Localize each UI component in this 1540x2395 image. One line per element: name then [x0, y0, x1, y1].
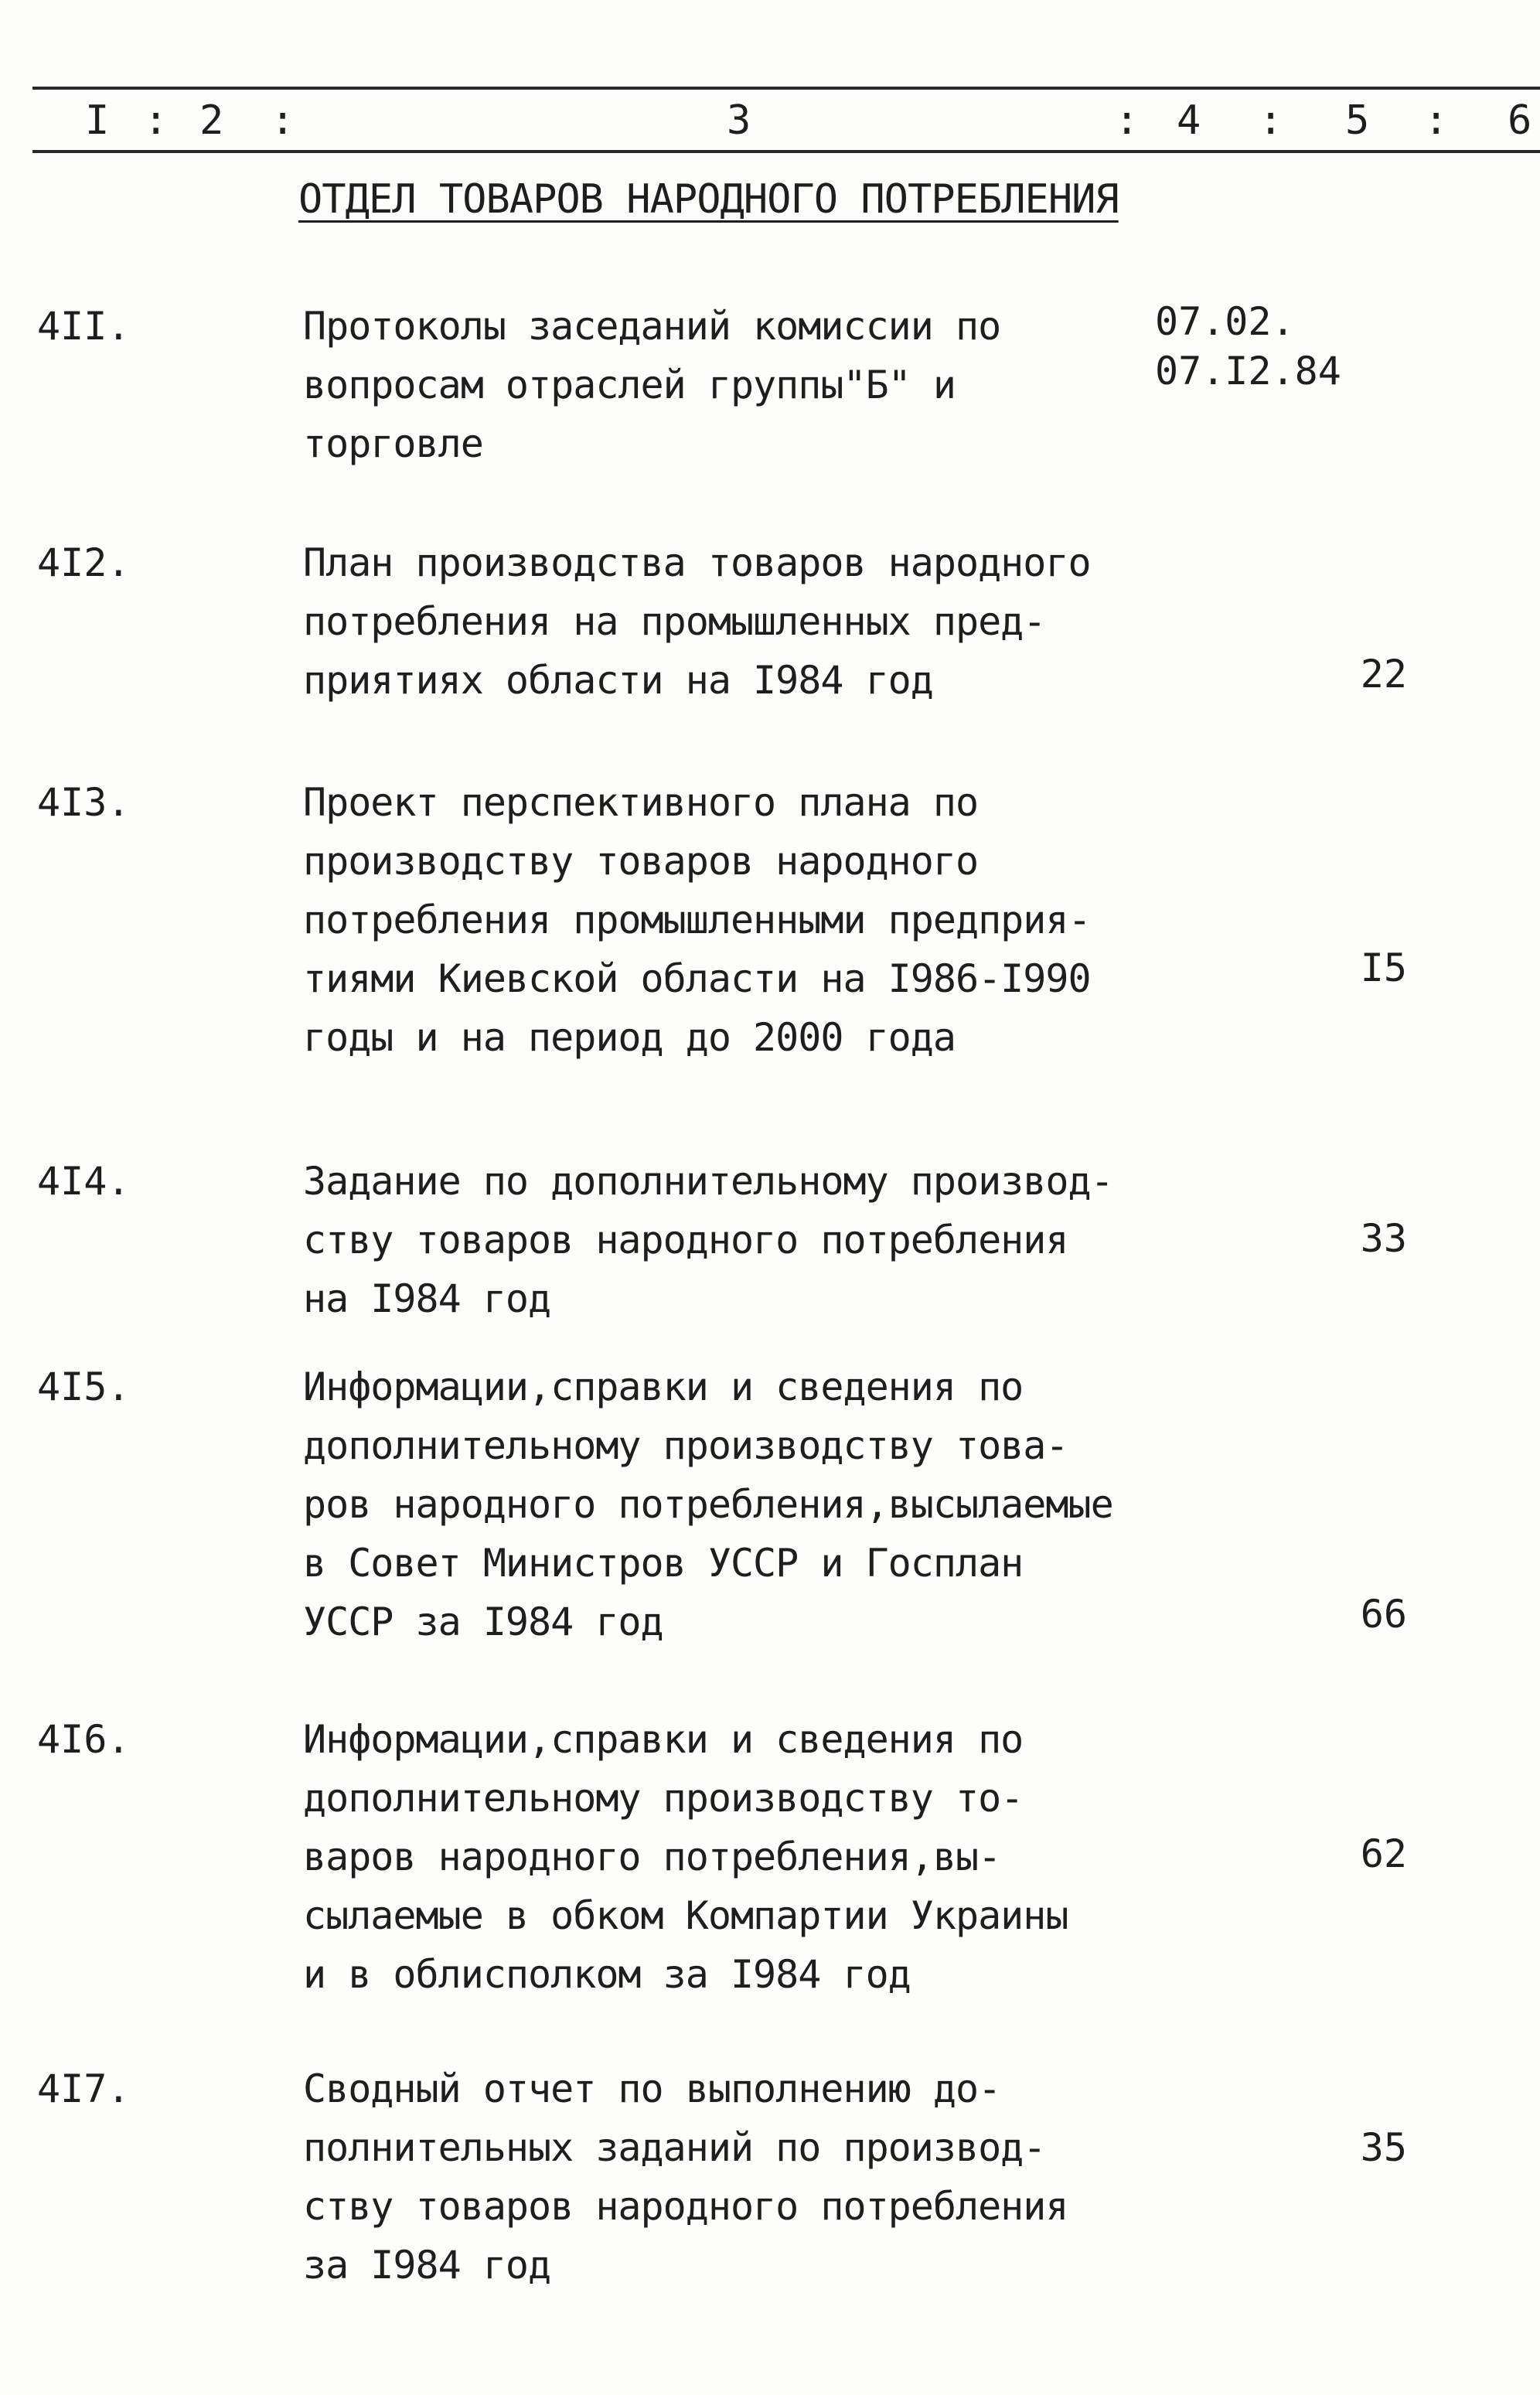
- entry-sheet-count: 62: [1360, 1831, 1407, 1876]
- column-separator: :: [1259, 97, 1283, 144]
- entry-sheet-count: 66: [1360, 1592, 1407, 1637]
- entry-sheet-count: I5: [1360, 945, 1407, 990]
- entry-title: План производства товаров народного потребления на промышленных пред- приятиях области на I984 год: [303, 540, 1091, 703]
- entry-title: Задание по дополнительному производ- ству товаров народного потребления на I984 год: [303, 1159, 1113, 1321]
- entry-title: Протоколы заседаний комиссии по вопросам отраслей группы"Б" и торговле: [303, 304, 1001, 466]
- column-header-4: 4: [1177, 97, 1201, 144]
- column-separator: :: [271, 97, 295, 144]
- entry-number: 4I2.: [37, 540, 131, 585]
- header-top-rule: [32, 87, 1540, 90]
- column-header-2: 2: [199, 97, 224, 144]
- entry-number: 4I7.: [37, 2066, 131, 2111]
- column-header-6: 6: [1508, 97, 1532, 144]
- column-separator: :: [1115, 97, 1140, 144]
- section-title: ОТДЕЛ ТОВАРОВ НАРОДНОГО ПОТРЕБЛЕНИЯ: [298, 176, 1119, 223]
- entry-number: 4I3.: [37, 780, 131, 825]
- column-separator: :: [1424, 97, 1449, 144]
- column-header-1: I: [85, 97, 110, 144]
- entry-sheet-count: 35: [1360, 2125, 1407, 2170]
- column-header-5: 5: [1345, 97, 1370, 144]
- entry-title: Информации,справки и сведения по дополнительному производству то- варов народного потребления,вы- сылаемые в обком Компартии Украины и в облисполком за I984 год: [303, 1717, 1068, 1997]
- entry-number: 4I6.: [37, 1717, 131, 1762]
- column-header-3: 3: [727, 97, 751, 144]
- entry-title: Сводный отчет по выполнению до- полнительных заданий по производ- ству товаров народного потребления за I984 год: [303, 2066, 1068, 2288]
- entry-sheet-count: 33: [1360, 1216, 1407, 1261]
- column-separator: :: [144, 97, 169, 144]
- entry-number: 4II.: [37, 304, 131, 349]
- entry-number: 4I4.: [37, 1159, 131, 1204]
- header-bottom-rule: [32, 150, 1540, 153]
- entry-dates: 07.02. 07.I2.84: [1155, 299, 1341, 393]
- entry-title: Информации,справки и сведения по дополнительному производству това- ров народного потребления,высылаемые в Совет Министров УССР и Госплан УССР за I984 год: [303, 1364, 1113, 1644]
- entry-title: Проект перспективного плана по производству товаров народного потребления промышленными предприя- тиями Киевской области на I986-I990 годы и на период до 2000 года: [303, 780, 1091, 1060]
- entry-sheet-count: 22: [1360, 652, 1407, 697]
- entry-number: 4I5.: [37, 1364, 131, 1409]
